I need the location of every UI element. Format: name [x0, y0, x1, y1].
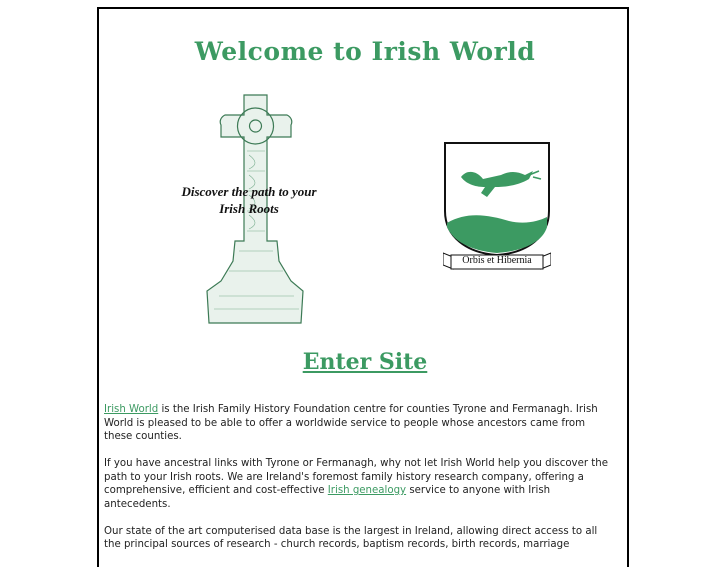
tagline-line-1: Discover the path to your: [181, 184, 317, 199]
tagline-line-2: Irish Roots: [219, 201, 279, 216]
intro-paragraph-3: [104, 525, 614, 552]
page-frame: [97, 7, 629, 567]
intro-paragraph-1: [104, 403, 614, 444]
page-title: Welcome to Irish World: [194, 37, 536, 66]
irish-world-link[interactable]: Irish World: [104, 404, 159, 415]
paragraph-1-text: is the Irish Family History Foundation centre for counties Tyrone and Fermanagh. Irish World is pleased to be able to offer a worldwide service to people whose ancestors came from these counties.: [104, 404, 598, 442]
tagline: [169, 183, 329, 217]
paragraph-2-text-before: If you have ancestral links with Tyrone or Fermanagh, why not let Irish World help you discover the path to your Irish roots. We are Ireland's foremost family history research company, offering a comprehensive, efficient and cost-effective: [104, 458, 608, 496]
intro-text: [104, 403, 614, 565]
paragraph-2-text-after: service to anyone with Irish antecedents.: [104, 485, 551, 510]
intro-paragraph-2: [104, 457, 614, 511]
paragraph-3-text: Our state of the art computerised data base is the largest in Ireland, allowing direct access to all the principal sources of research - church records, baptism records, birth records, marriage: [104, 525, 598, 550]
enter-site-link[interactable]: Enter Site: [302, 349, 428, 375]
shield-motto: Orbis et Hibernia: [462, 255, 532, 266]
irish-genealogy-link[interactable]: Irish genealogy: [327, 485, 407, 496]
